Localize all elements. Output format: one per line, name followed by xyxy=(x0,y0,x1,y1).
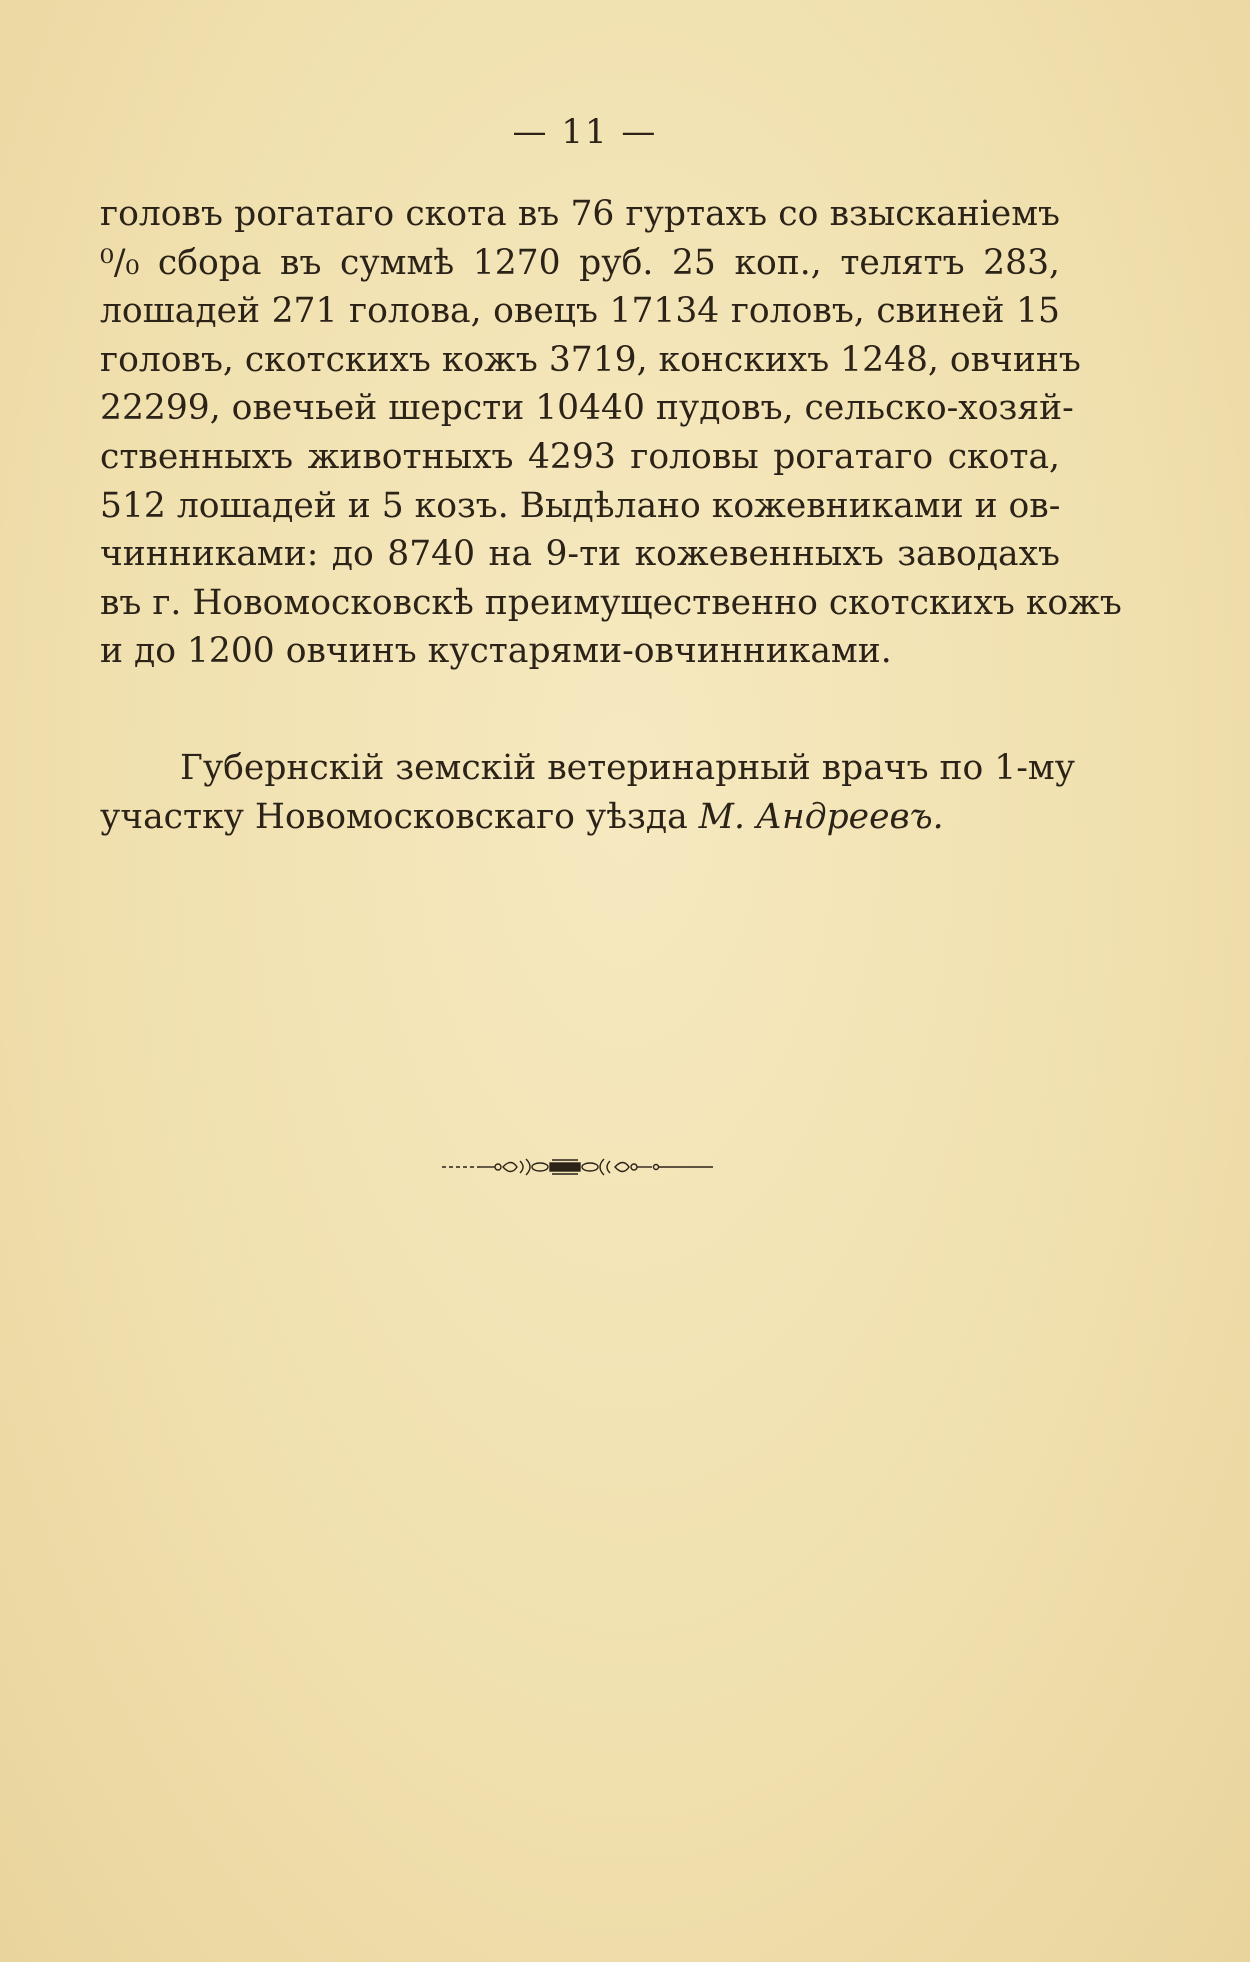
signature-district: участку Новомосковскаго уѣзда xyxy=(100,796,688,837)
paragraph-line: ⁰/₀ сбора въ суммѣ 1270 руб. 25 коп., телятъ 283, xyxy=(100,242,1060,283)
paragraph-line: головъ рогатаго скота въ 76 гуртахъ со взысканіемъ xyxy=(100,194,1060,234)
paragraph-line: въ г. Новомосковскѣ преимущественно скотскихъ кожъ xyxy=(100,582,1122,623)
paragraph-line: 512 лошадей и 5 козъ. Выдѣлано кожевниками и ов- xyxy=(100,485,1061,526)
paragraph-line: лошадей 271 голова, овецъ 17134 головъ, свиней 15 xyxy=(100,291,1060,332)
signature-block xyxy=(100,744,1075,841)
paragraph-line: головъ, скотскихъ кожъ 3719, конскихъ 1248, овчинъ xyxy=(100,339,1081,380)
paragraph-line: и до 1200 овчинъ кустарями-овчинниками. xyxy=(100,631,892,672)
signature-line xyxy=(100,793,1060,842)
page-number: — 11 — xyxy=(512,112,658,152)
signature-title: Губернскій земскій ветеринарный врачъ по 1-му xyxy=(180,748,1075,788)
paragraph-line: чинниками: до 8740 на 9-ти кожевенныхъ заводахъ xyxy=(100,534,1060,575)
signature-name: М. Андреевъ. xyxy=(698,796,944,837)
paragraph-line: ственныхъ животныхъ 4293 головы рогатаго скота, xyxy=(100,436,1060,477)
body-paragraph xyxy=(100,190,1122,676)
ornament-divider-icon xyxy=(440,1150,715,1184)
paragraph-line: 22299, овечьей шерсти 10440 пудовъ, сельско-хозяй- xyxy=(100,388,1074,429)
